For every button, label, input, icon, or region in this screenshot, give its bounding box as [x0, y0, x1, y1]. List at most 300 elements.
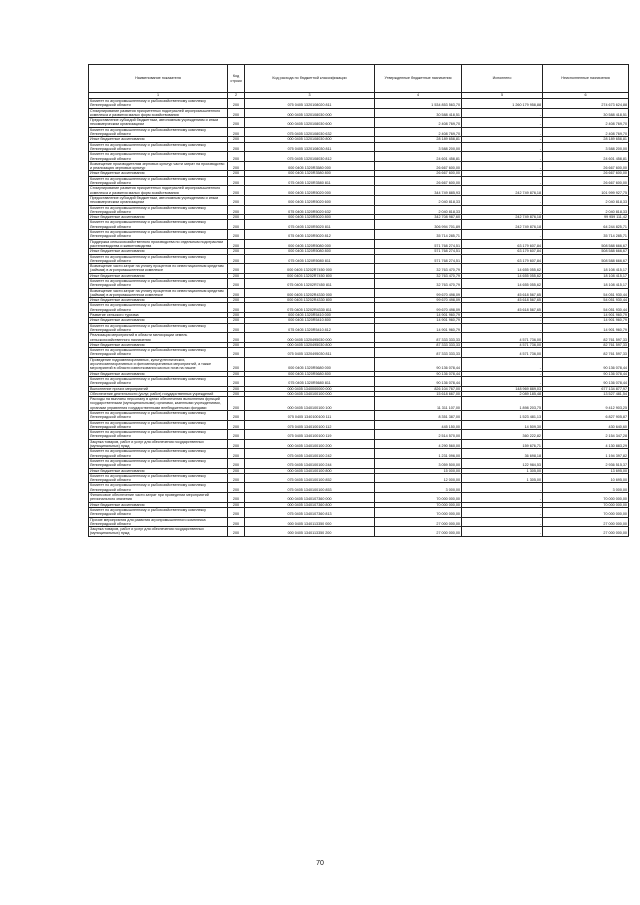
row-executed: - [462, 161, 543, 171]
row-approved: 87 333 333,33 [375, 342, 462, 347]
row-name: Выполнение прочих мероприятий [89, 386, 228, 391]
row-unexecuted: 54 051 930,44 [543, 298, 629, 303]
row-class-code: 000 0405 1340100100 800 [245, 468, 375, 473]
row-executed: 1 898 203,75 [462, 397, 543, 411]
row-executed: - [462, 323, 543, 333]
row-approved: 90 136 078,44 [375, 376, 462, 386]
row-line-code: 200 [228, 386, 245, 391]
table-row [89, 239, 629, 249]
row-approved: 342 708 987,60 [375, 215, 462, 220]
row-executed: 14 655 055,62 [462, 264, 543, 274]
row-approved: 3 000,00 [375, 483, 462, 493]
row-class-code: 075 0405 1320R5410 812 [245, 323, 375, 333]
row-approved: 306 994 701,89 [375, 220, 462, 230]
row-line-code: 200 [228, 99, 245, 109]
row-executed: - [462, 142, 543, 152]
row-line-code: 200 [228, 264, 245, 274]
table-row [89, 323, 629, 333]
row-line-code: 200 [228, 468, 245, 473]
row-class-code: 000 0405 1320R5410 800 [245, 318, 375, 323]
row-unexecuted: 90 136 078,44 [543, 371, 629, 376]
table-row [89, 127, 629, 137]
row-class-code: 075 0405 1320R5680 811 [245, 376, 375, 386]
table-row [89, 264, 629, 274]
table-row [89, 517, 629, 527]
row-line-code: 200 [228, 152, 245, 162]
row-approved: 2 408 769,70 [375, 127, 462, 137]
row-name: Проведение гидромелиоративных, культуртехнических, агролесомелиоративных и фитомелиоративных мероприятий, а также мероприятий в области известкования кислых почв на пашне [89, 357, 228, 371]
row-unexecuted: 70 000 000,00 [543, 493, 629, 503]
row-line-code: 200 [228, 313, 245, 318]
row-class-code: 000 0405 1320495030 800 [245, 342, 375, 347]
column-number: 1 [89, 93, 228, 99]
table-row [89, 99, 629, 109]
row-line-code: 200 [228, 507, 245, 517]
row-approved: 24 601 458,81 [375, 152, 462, 162]
row-line-code: 200 [228, 195, 245, 205]
row-executed: 159 676,71 [462, 439, 543, 449]
row-unexecuted: 274 673 624,88 [543, 99, 629, 109]
row-name: Комитет по агропромышленному и рыбохозяйственному комплексу Ленинградской области [89, 254, 228, 264]
row-approved: 1 534 853 563,70 [375, 99, 462, 109]
row-line-code: 200 [228, 220, 245, 230]
row-approved: 2 040 818,33 [375, 195, 462, 205]
row-class-code: 000 0405 1320R5020 800 [245, 215, 375, 220]
row-unexecuted: 82 761 597,33 [543, 342, 629, 347]
table-row [89, 473, 629, 483]
row-executed: - [462, 517, 543, 527]
row-unexecuted: 508 588 666,67 [543, 249, 629, 254]
row-name: Комитет по агропромышленному и рыбохозяйственному комплексу Ленинградской области [89, 473, 228, 483]
row-executed: 63 179 607,84 [462, 239, 543, 249]
row-line-code: 200 [228, 249, 245, 254]
row-executed: 4 571 736,00 [462, 348, 543, 358]
row-class-code: 075 0405 1340100100 112 [245, 420, 375, 430]
row-line-code: 200 [228, 318, 245, 323]
row-class-code: 000 0405 1320R5080 800 [245, 249, 375, 254]
table-row [89, 439, 629, 449]
row-approved: 14 901 960,79 [375, 318, 462, 323]
row-unexecuted: 2 040 818,33 [543, 205, 629, 215]
row-name: Комитет по агропромышленному и рыбохозяйственному комплексу Ленинградской области [89, 323, 228, 333]
table-row [89, 152, 629, 162]
row-unexecuted: 18 108 415,17 [543, 264, 629, 274]
table-row [89, 176, 629, 186]
row-class-code: 075 0405 1340107360 813 [245, 507, 375, 517]
row-approved: 12 000,00 [375, 473, 462, 483]
row-line-code: 200 [228, 278, 245, 288]
row-class-code: 000 0405 1340100100 100 [245, 397, 375, 411]
row-class-code: 075 0405 1320R5020 632 [245, 205, 375, 215]
row-name: Развитие сельского туризма [89, 313, 228, 318]
row-name: Комитет по агропромышленному и рыбохозяйственному комплексу Ленинградской области [89, 348, 228, 358]
table-row [89, 420, 629, 430]
row-line-code: 200 [228, 142, 245, 152]
row-executed: 148 969 889,03 [462, 386, 543, 391]
table-row [89, 449, 629, 459]
row-line-code: 200 [228, 342, 245, 347]
header-name: Наименование показателя [89, 65, 228, 93]
row-name: Обеспечение деятельности (услуг, работ) государственных учреждений [89, 391, 228, 396]
row-line-code: 200 [228, 171, 245, 176]
row-approved: 35 714 285,71 [375, 230, 462, 240]
row-executed: - [462, 527, 543, 537]
row-approved: 8 351 387,00 [375, 411, 462, 421]
row-class-code: 075 0405 1320108030 812 [245, 152, 375, 162]
row-approved: 15 000,00 [375, 468, 462, 473]
row-name: Предоставление субсидий бюджетным, автономным учреждениям и иным некоммерческим организациям [89, 195, 228, 205]
row-unexecuted: 2 408 769,70 [543, 118, 629, 128]
row-name: Комитет по агропромышленному и рыбохозяйственному комплексу Ленинградской области [89, 99, 228, 109]
table-row [89, 357, 629, 371]
row-name: Комитет по агропромышленному и рыбохозяйственному комплексу Ленинградской области [89, 376, 228, 386]
row-class-code: 075 0405 1320495030 811 [245, 348, 375, 358]
row-unexecuted: 508 588 666,67 [543, 239, 629, 249]
row-approved: 26 667 600,00 [375, 176, 462, 186]
row-line-code: 200 [228, 239, 245, 249]
row-unexecuted: 3 000,00 [543, 483, 629, 493]
row-name: Комитет по агропромышленному и рыбохозяйственному комплексу Ленинградской области [89, 420, 228, 430]
row-name: Комитет по агропромышленному и рыбохозяйственному комплексу Ленинградской области [89, 507, 228, 517]
row-executed: 1 305,00 [462, 473, 543, 483]
row-name: Возмещение части затрат на уплату процентов по инвестиционным кредитам (займам) в агропромышленном комплексе [89, 288, 228, 298]
row-line-code: 200 [228, 371, 245, 376]
row-name: Комитет по агропромышленному и рыбохозяйственному комплексу Ленинградской области [89, 205, 228, 215]
row-class-code: 075 0405 1340100100 853 [245, 483, 375, 493]
row-unexecuted: 30 588 418,51 [543, 108, 629, 118]
row-unexecuted: 82 761 597,33 [543, 333, 629, 343]
row-approved: 4 290 560,00 [375, 439, 462, 449]
row-line-code: 200 [228, 376, 245, 386]
table-row [89, 195, 629, 205]
row-executed: 4 571 736,00 [462, 333, 543, 343]
row-line-code: 200 [228, 303, 245, 313]
row-unexecuted: 99 959 111,42 [543, 215, 629, 220]
row-unexecuted: 4 130 883,29 [543, 439, 629, 449]
row-executed: - [462, 137, 543, 142]
table-row [89, 205, 629, 215]
row-class-code: 000 0405 1320R5680 800 [245, 371, 375, 376]
row-name: Иные бюджетные ассигнования [89, 318, 228, 323]
row-line-code: 200 [228, 357, 245, 371]
row-name: Поддержка сельскохозяйственного производства по отдельным подотраслям растениеводства и животноводства [89, 239, 228, 249]
row-line-code: 200 [228, 391, 245, 396]
row-class-code: 000 0405 1320108030 000 [245, 108, 375, 118]
row-executed: - [462, 176, 543, 186]
row-class-code: 075 0405 1320R5020 812 [245, 230, 375, 240]
row-approved: 14 901 960,79 [375, 323, 462, 333]
row-line-code: 200 [228, 118, 245, 128]
row-line-code: 200 [228, 493, 245, 503]
row-approved: 445 150,00 [375, 420, 462, 430]
table-row [89, 527, 629, 537]
row-line-code: 200 [228, 439, 245, 449]
row-line-code: 200 [228, 176, 245, 186]
table-row [89, 483, 629, 493]
row-approved: 26 667 600,00 [375, 161, 462, 171]
row-line-code: 200 [228, 411, 245, 421]
header-class-code: Код расхода по бюджетной классификации [245, 65, 375, 93]
row-line-code: 200 [228, 230, 245, 240]
row-executed: 242 749 876,18 [462, 186, 543, 196]
column-number: 2 [228, 93, 245, 99]
row-executed: - [462, 483, 543, 493]
row-executed: 242 749 876,18 [462, 215, 543, 220]
row-line-code: 200 [228, 273, 245, 278]
row-class-code: 075 0405 1340100100 852 [245, 473, 375, 483]
row-class-code: 000 0405 1320R5410 000 [245, 313, 375, 318]
row-name: Комитет по агропромышленному и рыбохозяйственному комплексу Ленинградской области [89, 430, 228, 440]
row-name: Иные бюджетные ассигнования [89, 468, 228, 473]
row-unexecuted: 14 901 960,79 [543, 313, 629, 318]
row-line-code: 200 [228, 348, 245, 358]
row-executed: 242 749 876,18 [462, 220, 543, 230]
row-name: Иные бюджетные ассигнования [89, 249, 228, 254]
row-unexecuted: 26 667 600,00 [543, 176, 629, 186]
header-line-code: Код строки [228, 65, 245, 93]
row-executed: 63 179 607,84 [462, 254, 543, 264]
row-name: Комитет по агропромышленному и рыбохозяйственному комплексу Ленинградской области [89, 127, 228, 137]
row-executed: 360 222,82 [462, 430, 543, 440]
row-unexecuted: 2 154 347,28 [543, 430, 629, 440]
row-name: Иные бюджетные ассигнования [89, 298, 228, 303]
row-approved: 32 763 470,79 [375, 264, 462, 274]
row-approved: 27 000 000,00 [375, 517, 462, 527]
row-class-code: 000 0405 1320R3580 000 [245, 161, 375, 171]
row-approved: 3 588 200,00 [375, 142, 462, 152]
row-class-code: 075 0405 1340100100 244 [245, 458, 375, 468]
row-name: Иные бюджетные ассигнования [89, 342, 228, 347]
row-executed: - [462, 502, 543, 507]
row-unexecuted: 13 695,00 [543, 468, 629, 473]
row-approved: 99 670 498,09 [375, 298, 462, 303]
row-unexecuted: 1 194 397,82 [543, 449, 629, 459]
row-unexecuted: 26 667 600,00 [543, 171, 629, 176]
row-executed: - [462, 357, 543, 371]
row-name: Комитет по агропромышленному и рыбохозяйственному комплексу Ленинградской области [89, 220, 228, 230]
table-row [89, 254, 629, 264]
row-executed: - [462, 313, 543, 318]
row-unexecuted: 27 000 000,00 [543, 527, 629, 537]
row-name: Финансовое обеспечение части затрат при проведении мероприятий регионального значения [89, 493, 228, 503]
row-class-code: 075 0405 1320R5020 811 [245, 220, 375, 230]
row-name: Комитет по агропромышленному и рыбохозяйственному комплексу Ленинградской области [89, 411, 228, 421]
row-class-code: 000 0405 1320108030 600 [245, 118, 375, 128]
row-name: Комитет по агропромышленному и рыбохозяйственному комплексу Ленинградской области [89, 152, 228, 162]
row-executed: 14 509,30 [462, 420, 543, 430]
row-approved: 15 618 667,00 [375, 391, 462, 396]
row-executed: 45 618 567,65 [462, 303, 543, 313]
table-row [89, 458, 629, 468]
table-row [89, 333, 629, 343]
row-unexecuted: 70 000 000,00 [543, 507, 629, 517]
row-unexecuted: 54 051 930,44 [543, 303, 629, 313]
table-row [89, 411, 629, 421]
row-approved: 571 768 274,51 [375, 239, 462, 249]
row-executed: 1 260 179 958,88 [462, 99, 543, 109]
row-executed: 45 618 567,65 [462, 288, 543, 298]
row-approved: 32 763 470,79 [375, 278, 462, 288]
row-approved: 70 000 000,00 [375, 493, 462, 503]
row-line-code: 200 [228, 517, 245, 527]
row-class-code: 000 0405 13202R7450 000 [245, 264, 375, 274]
row-unexecuted: 9 412 903,25 [543, 397, 629, 411]
row-class-code: 000 0405 13202R4330 800 [245, 298, 375, 303]
row-class-code: 000 0405 1340107360 000 [245, 493, 375, 503]
row-approved: 2 408 769,70 [375, 118, 462, 128]
row-executed: 63 179 607,84 [462, 249, 543, 254]
row-approved: 26 667 600,00 [375, 171, 462, 176]
row-approved: 1 231 096,00 [375, 449, 462, 459]
row-name: Прочие мероприятия для развития агропромышленного комплекса Ленинградской области [89, 517, 228, 527]
row-unexecuted: 82 761 597,33 [543, 348, 629, 358]
row-unexecuted: 430 640,60 [543, 420, 629, 430]
table-row [89, 348, 629, 358]
row-line-code: 200 [228, 137, 245, 142]
row-class-code: 075 0405 1320108030 811 [245, 142, 375, 152]
table-row [89, 108, 629, 118]
row-class-code: 000 0405 1320R5020 600 [245, 195, 375, 205]
row-line-code: 200 [228, 205, 245, 215]
table-row [89, 186, 629, 196]
row-name: Реализация мероприятий в области мелиорации земель сельскохозяйственного назначения [89, 333, 228, 343]
row-approved: 2 514 570,00 [375, 430, 462, 440]
row-class-code: 075 0405 13202R7450 811 [245, 278, 375, 288]
row-executed: 1 305,00 [462, 468, 543, 473]
row-approved: 70 000 000,00 [375, 502, 462, 507]
row-class-code: 000 0405 13202R4330 000 [245, 288, 375, 298]
row-name: Иные бюджетные ассигнования [89, 215, 228, 220]
column-number: 6 [543, 93, 629, 99]
row-approved: 27 000 000,00 [375, 527, 462, 537]
row-approved: 3 059 500,00 [375, 458, 462, 468]
row-class-code: 000 0405 1340100100 200 [245, 439, 375, 449]
row-line-code: 200 [228, 108, 245, 118]
row-unexecuted: 101 999 927,75 [543, 186, 629, 196]
row-executed: 14 655 055,62 [462, 278, 543, 288]
row-executed: - [462, 152, 543, 162]
row-executed: 45 618 567,65 [462, 298, 543, 303]
row-class-code: 075 0405 1320108030 632 [245, 127, 375, 137]
row-class-code: 000 0405 1320108030 800 [245, 137, 375, 142]
row-name: Предоставление субсидий бюджетным, автономным учреждениям и иным некоммерческим организациям [89, 118, 228, 128]
row-class-code: 075 0405 1340100100 119 [245, 430, 375, 440]
row-name: Иные бюджетные ассигнования [89, 171, 228, 176]
row-class-code: 000 0405 1320R5080 000 [245, 239, 375, 249]
row-class-code: 075 0405 1320R3580 811 [245, 176, 375, 186]
row-executed: 122 984,53 [462, 458, 543, 468]
row-line-code: 200 [228, 483, 245, 493]
row-name: Иные бюджетные ассигнования [89, 137, 228, 142]
row-line-code: 200 [228, 502, 245, 507]
row-approved: 30 588 418,51 [375, 108, 462, 118]
row-name: Комитет по агропромышленному и рыбохозяйственному комплексу Ленинградской области [89, 230, 228, 240]
table-row [89, 303, 629, 313]
row-unexecuted: 2 408 769,70 [543, 127, 629, 137]
table-row [89, 430, 629, 440]
row-name: Комитет по агропромышленному и рыбохозяйственному комплексу Ленинградской области [89, 142, 228, 152]
header-executed: Исполнено [462, 65, 543, 93]
row-line-code: 200 [228, 323, 245, 333]
page-number: 70 [316, 860, 324, 867]
row-name: Закупка товаров, работ и услуг для обеспечения государственных (муниципальных) нужд [89, 439, 228, 449]
row-approved: 90 136 078,44 [375, 357, 462, 371]
row-name: Стимулирование развития приоритетных подотраслей агропромышленного комплекса и развития малых форм хозяйствования [89, 108, 228, 118]
row-name: Закупка товаров, работ и услуг для обеспечения государственных (муниципальных) нужд [89, 527, 228, 537]
row-class-code: 000 0405 1340113350 000 [245, 517, 375, 527]
table-row [89, 397, 629, 411]
row-approved: 90 136 078,44 [375, 371, 462, 376]
row-class-code: 000 0405 13202R7450 800 [245, 273, 375, 278]
row-unexecuted: 14 901 960,79 [543, 318, 629, 323]
row-class-code: 000 0405 1320R5680 000 [245, 357, 375, 371]
row-approved: 2 040 818,33 [375, 205, 462, 215]
row-executed: 2 089 185,48 [462, 391, 543, 396]
row-approved: 32 763 470,79 [375, 273, 462, 278]
row-unexecuted: 64 244 825,71 [543, 220, 629, 230]
row-unexecuted: 2 040 818,33 [543, 195, 629, 205]
table-body [89, 99, 629, 537]
row-executed: 4 571 736,00 [462, 342, 543, 347]
row-line-code: 200 [228, 430, 245, 440]
table-row [89, 118, 629, 128]
row-unexecuted: 27 000 000,00 [543, 517, 629, 527]
row-executed: - [462, 493, 543, 503]
row-name: Комитет по агропромышленному и рыбохозяйственному комплексу Ленинградской области [89, 483, 228, 493]
row-executed: - [462, 230, 543, 240]
row-line-code: 200 [228, 397, 245, 411]
header-unexecuted: Неисполненные назначения [543, 65, 629, 93]
row-class-code: 075 0405 1340100100 111 [245, 411, 375, 421]
row-name: Комитет по агропромышленному и рыбохозяйственному комплексу Ленинградской области [89, 449, 228, 459]
row-unexecuted: 70 000 000,00 [543, 502, 629, 507]
row-approved: 87 333 333,33 [375, 348, 462, 358]
row-line-code: 200 [228, 458, 245, 468]
table-row [89, 278, 629, 288]
row-approved: 28 189 658,81 [375, 137, 462, 142]
row-class-code: 075 0405 1340100100 242 [245, 449, 375, 459]
row-unexecuted: 6 827 905,87 [543, 411, 629, 421]
row-unexecuted: 3 588 200,00 [543, 142, 629, 152]
row-unexecuted: 13 527 481,54 [543, 391, 629, 396]
row-approved: 87 333 333,33 [375, 333, 462, 343]
row-name: Комитет по агропромышленному и рыбохозяйственному комплексу Ленинградской области [89, 303, 228, 313]
row-unexecuted: 2 936 515,37 [543, 458, 629, 468]
table-row [89, 142, 629, 152]
row-approved: 14 901 960,79 [375, 313, 462, 318]
row-name: Комитет по агропромышленному и рыбохозяйственному комплексу Ленинградской области [89, 278, 228, 288]
row-unexecuted: 14 901 960,79 [543, 323, 629, 333]
row-class-code: 075 0405 13202R4330 811 [245, 303, 375, 313]
row-line-code: 200 [228, 449, 245, 459]
row-line-code: 200 [228, 420, 245, 430]
row-approved: 99 670 498,09 [375, 303, 462, 313]
row-class-code: 000 0405 1340113350 200 [245, 527, 375, 537]
table-row [89, 507, 629, 517]
row-name: Иные бюджетные ассигнования [89, 502, 228, 507]
row-executed: - [462, 171, 543, 176]
row-name: Иные бюджетные ассигнования [89, 273, 228, 278]
row-unexecuted: 24 601 458,81 [543, 152, 629, 162]
row-line-code: 200 [228, 298, 245, 303]
row-class-code: 000 0405 1320495030 000 [245, 333, 375, 343]
row-class-code: 075 0405 1320108020 811 [245, 99, 375, 109]
row-class-code: 000 0405 1340107360 800 [245, 502, 375, 507]
table-row [89, 376, 629, 386]
report-sheet [88, 64, 628, 537]
row-unexecuted: 508 588 666,67 [543, 254, 629, 264]
row-executed: - [462, 127, 543, 137]
